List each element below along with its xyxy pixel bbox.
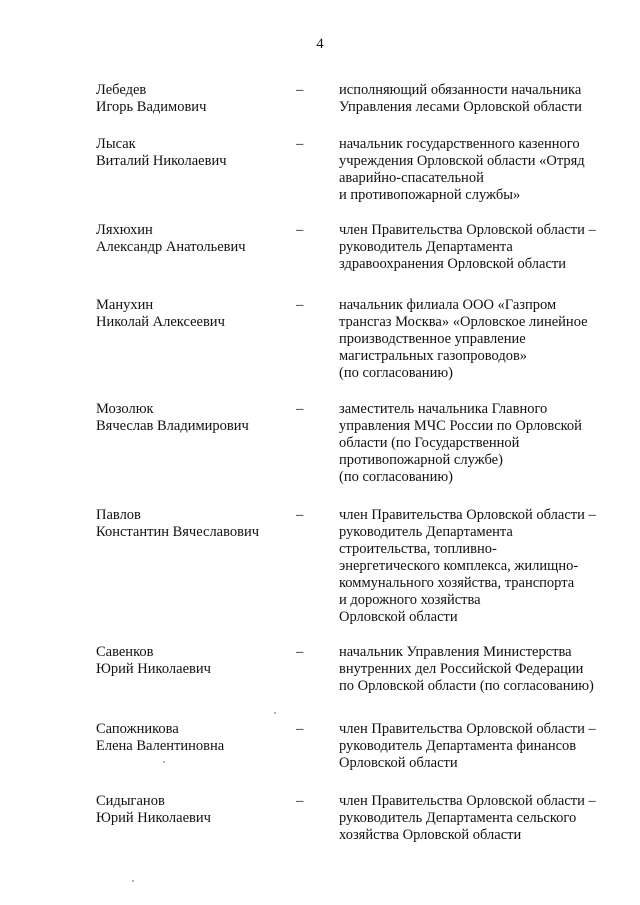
- role-line: трансгаз Москва» «Орловское линейное: [339, 314, 588, 330]
- page-number: 4: [316, 36, 324, 52]
- role-line: член Правительства Орловской области –: [339, 507, 596, 523]
- role-line: учреждения Орловской области «Отряд: [339, 153, 585, 169]
- role-line: член Правительства Орловской области –: [339, 721, 596, 737]
- role-line: коммунального хозяйства, транспорта: [339, 575, 575, 591]
- member-name: [96, 82, 296, 116]
- member-given-names: Елена Валентиновна: [96, 738, 225, 754]
- member-role: [339, 82, 624, 116]
- member-name: [96, 793, 296, 827]
- member-name: [96, 401, 296, 435]
- role-line: Орловской области: [339, 755, 458, 771]
- member-name: [96, 721, 296, 755]
- role-line: и противопожарной службы»: [339, 187, 521, 203]
- role-line: строительства, топливно-: [339, 541, 497, 557]
- role-line: магистральных газопроводов»: [339, 348, 528, 364]
- role-line: Орловской области: [339, 609, 458, 625]
- role-line: противопожарной службе): [339, 452, 503, 468]
- separator-dash: –: [296, 401, 304, 417]
- member-name: [96, 507, 296, 541]
- member-surname: Манухин: [96, 297, 154, 313]
- member-role: [339, 644, 624, 695]
- role-line: начальник филиала ООО «Газпром: [339, 297, 557, 313]
- member-role: [339, 297, 624, 382]
- role-line: начальник Управления Министерства: [339, 644, 572, 660]
- role-line: исполняющий обязанности начальника: [339, 82, 582, 98]
- role-line: по Орловской области (по согласованию): [339, 678, 594, 694]
- member-given-names: Константин Вячеславович: [96, 524, 260, 540]
- role-line: (по согласованию): [339, 469, 453, 485]
- role-line: руководитель Департамента сельского: [339, 810, 577, 826]
- role-line: заместитель начальника Главного: [339, 401, 548, 417]
- role-line: и дорожного хозяйства: [339, 592, 481, 608]
- member-given-names: Игорь Вадимович: [96, 99, 207, 115]
- member-name: [96, 297, 296, 331]
- scan-speck: [132, 880, 134, 882]
- separator-dash: –: [296, 297, 304, 313]
- member-given-names: Николай Алексеевич: [96, 314, 225, 330]
- member-surname: Ляхюхин: [96, 222, 153, 238]
- member-name: [96, 136, 296, 170]
- role-line: руководитель Департамента: [339, 239, 513, 255]
- member-role: [339, 401, 624, 486]
- separator-dash: –: [296, 721, 304, 737]
- member-role: [339, 507, 624, 626]
- member-given-names: Юрий Николаевич: [96, 661, 211, 677]
- separator-dash: –: [296, 793, 304, 809]
- member-surname: Сапожникова: [96, 721, 179, 737]
- role-line: производственное управление: [339, 331, 526, 347]
- separator-dash: –: [296, 136, 304, 152]
- member-surname: Мозолюк: [96, 401, 154, 417]
- role-line: здравоохранения Орловской области: [339, 256, 566, 272]
- member-role: [339, 793, 624, 844]
- scan-speck: [274, 712, 276, 714]
- role-line: аварийно-спасательной: [339, 170, 484, 186]
- separator-dash: –: [296, 507, 304, 523]
- role-line: Управления лесами Орловской области: [339, 99, 582, 115]
- member-given-names: Юрий Николаевич: [96, 810, 211, 826]
- member-given-names: Александр Анатольевич: [96, 239, 246, 255]
- role-line: управления МЧС России по Орловской: [339, 418, 582, 434]
- role-line: хозяйства Орловской области: [339, 827, 522, 843]
- member-given-names: Вячеслав Владимирович: [96, 418, 249, 434]
- member-surname: Павлов: [96, 507, 141, 523]
- member-surname: Лебедев: [96, 82, 147, 98]
- member-surname: Савенков: [96, 644, 154, 660]
- scan-speck: [163, 761, 165, 763]
- member-surname: Сидыганов: [96, 793, 165, 809]
- role-line: руководитель Департамента: [339, 524, 513, 540]
- separator-dash: –: [296, 222, 304, 238]
- role-line: руководитель Департамента финансов: [339, 738, 577, 754]
- role-line: (по согласованию): [339, 365, 453, 381]
- member-surname: Лысак: [96, 136, 136, 152]
- member-role: [339, 222, 624, 273]
- member-name: [96, 222, 296, 256]
- member-given-names: Виталий Николаевич: [96, 153, 227, 169]
- role-line: внутренних дел Российской Федерации: [339, 661, 584, 677]
- role-line: член Правительства Орловской области –: [339, 222, 596, 238]
- separator-dash: –: [296, 644, 304, 660]
- member-role: [339, 721, 624, 772]
- role-line: области (по Государственной: [339, 435, 520, 451]
- role-line: член Правительства Орловской области –: [339, 793, 596, 809]
- role-line: энергетического комплекса, жилищно-: [339, 558, 579, 574]
- role-line: начальник государственного казенного: [339, 136, 580, 152]
- separator-dash: –: [296, 82, 304, 98]
- member-name: [96, 644, 296, 678]
- member-role: [339, 136, 624, 204]
